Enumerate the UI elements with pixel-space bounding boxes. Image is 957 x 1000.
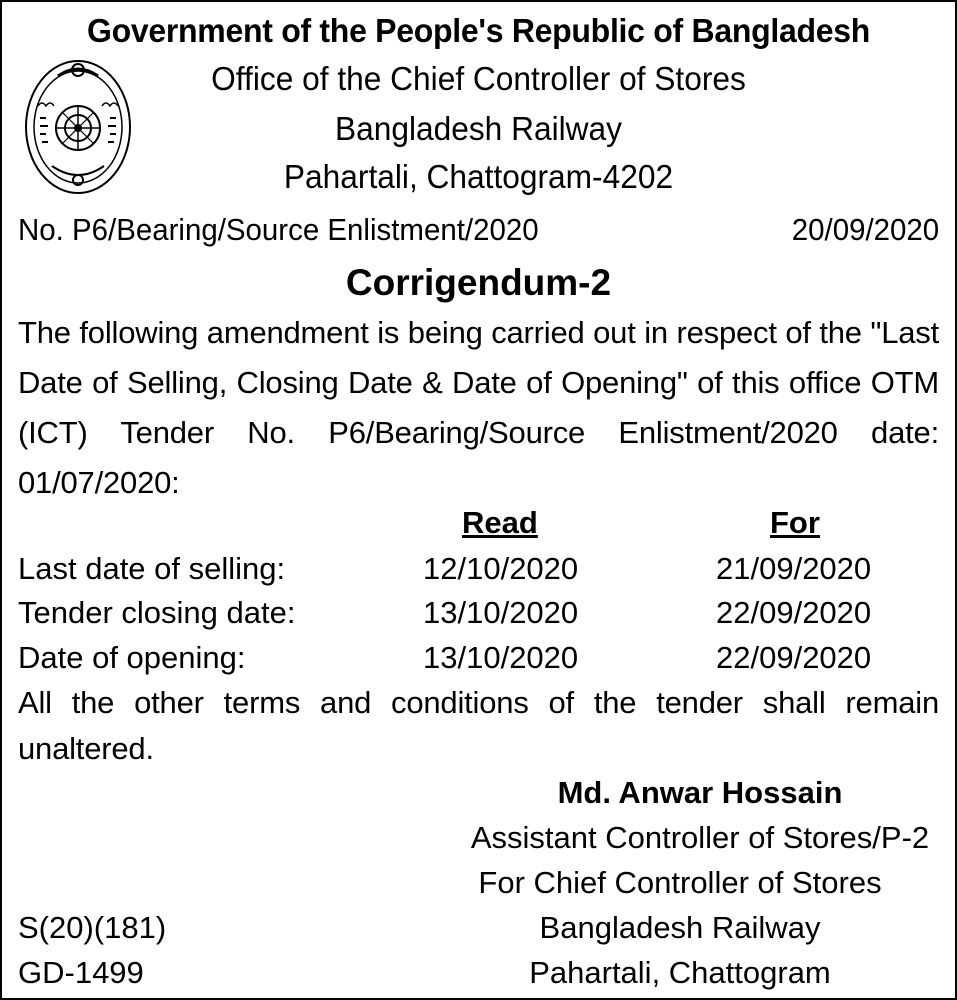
table-row-label: Last date of selling:: [18, 551, 286, 586]
table-row-read: 12/10/2020: [423, 551, 579, 586]
table-row-label: Tender closing date:: [18, 595, 296, 630]
table-row-label: Date of opening:: [18, 640, 246, 675]
office-address: Pahartali, Chattogram-4202: [283, 158, 674, 195]
signatory-name: Md. Anwar Hossain: [557, 775, 843, 810]
signatory-organization: Bangladesh Railway: [539, 910, 821, 945]
table-row-for: 22/09/2020: [716, 640, 872, 675]
table-row-for: 21/09/2020: [716, 551, 872, 586]
read-column-header: Read: [462, 505, 538, 540]
closing-paragraph: All the other terms and conditions of the tender shall remain unaltered.: [18, 685, 939, 766]
table-row-for: 22/09/2020: [716, 595, 872, 630]
notice-title: Corrigendum-2: [345, 262, 612, 303]
footer-code-1: S(20)(181): [18, 910, 167, 945]
table-row-read: 13/10/2020: [423, 595, 579, 630]
signatory-on-behalf: For Chief Controller of Stores: [478, 865, 882, 900]
office-name: Office of the Chief Controller of Stores: [211, 60, 746, 97]
signatory-location: Pahartali, Chattogram: [529, 955, 831, 990]
for-column-header: For: [770, 505, 820, 540]
reference-number: No. P6/Bearing/Source Enlistment/2020: [18, 212, 539, 247]
signatory-designation: Assistant Controller of Stores/P-2: [470, 820, 930, 855]
table-row-read: 13/10/2020: [423, 640, 579, 675]
organization-name: Bangladesh Railway: [334, 110, 623, 147]
government-title: Government of the People's Republic of Bangladesh: [86, 12, 871, 49]
intro-paragraph: The following amendment is being carried out in respect of the "Last Date of Selling, Closing Date & Date of Opening" of this office OTM (ICT) Tender No. P6/Bearing/Source Enlistment/2020 date: 01/07/2020:: [18, 315, 939, 500]
footer-code-2: GD-1499: [18, 955, 144, 990]
reference-date: 20/09/2020: [791, 212, 939, 247]
